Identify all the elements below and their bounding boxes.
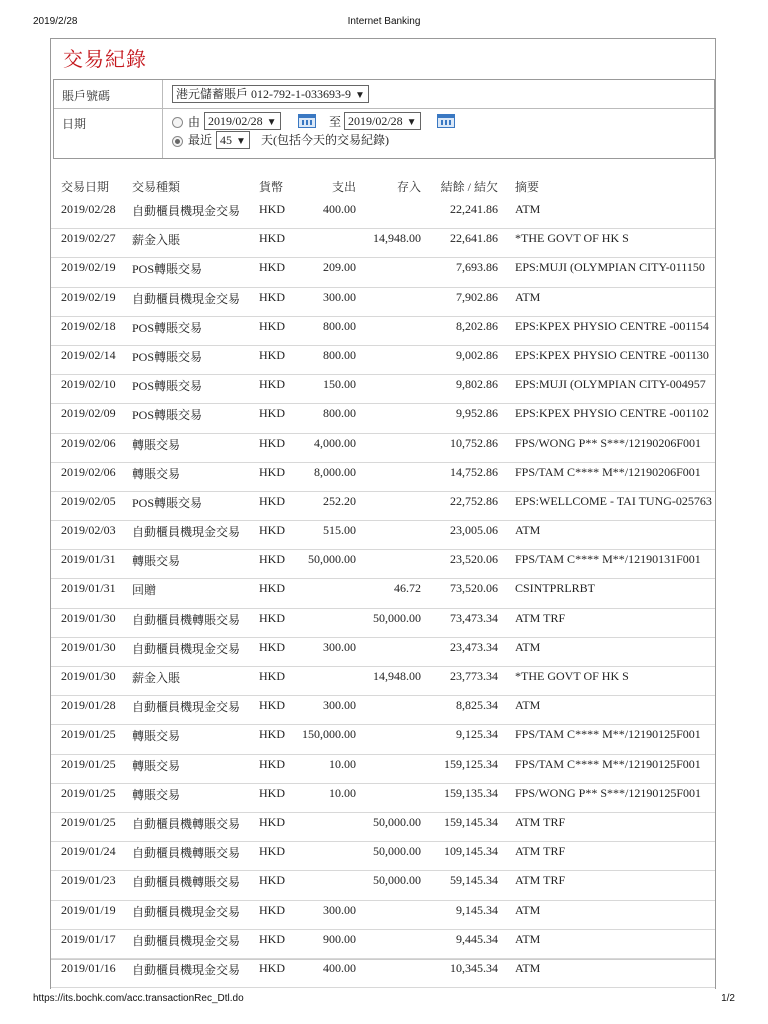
recent-label: 最近 bbox=[188, 133, 213, 147]
table-row bbox=[51, 871, 715, 900]
row-currency: HKD bbox=[259, 347, 285, 362]
row-date: 2019/02/28 bbox=[61, 202, 116, 216]
row-date: 2019/02/06 bbox=[61, 435, 116, 450]
row-out: 800.00 bbox=[323, 318, 356, 333]
table-row bbox=[51, 842, 715, 871]
row-out: 4,000.00 bbox=[314, 435, 356, 450]
row-out: 209.00 bbox=[323, 260, 356, 275]
account-select[interactable] bbox=[172, 85, 369, 103]
row-currency: HKD bbox=[259, 464, 285, 479]
print-header bbox=[0, 16, 768, 30]
date-label: 日期 bbox=[62, 117, 87, 131]
account-value: 港元儲蓄賬戶 012-792-1-033693-9 bbox=[176, 87, 351, 101]
row-date: 2019/01/25 bbox=[61, 756, 116, 771]
row-out: 800.00 bbox=[323, 406, 356, 421]
to-date-select[interactable] bbox=[344, 112, 421, 130]
row-currency: HKD bbox=[259, 610, 285, 625]
row-currency: HKD bbox=[259, 698, 285, 713]
table-row bbox=[51, 258, 715, 287]
row-currency: HKD bbox=[259, 435, 285, 450]
row-currency: HKD bbox=[259, 844, 285, 859]
row-description: FPS/TAM C**** M**/12190125F001 bbox=[515, 727, 701, 742]
row-balance: 9,952.86 bbox=[456, 406, 498, 421]
table-row bbox=[51, 959, 715, 988]
header-date: 交易日期 bbox=[61, 180, 110, 194]
row-date: 2019/01/17 bbox=[61, 931, 116, 946]
row-type: 轉賬交易 bbox=[132, 437, 181, 452]
row-out: 300.00 bbox=[323, 289, 356, 304]
row-date: 2019/02/03 bbox=[61, 523, 116, 538]
row-type: 薪金入賬 bbox=[132, 671, 181, 685]
table-row bbox=[51, 784, 715, 813]
row-type: 自動櫃員機現金交易 bbox=[132, 204, 241, 218]
row-currency: HKD bbox=[259, 260, 285, 275]
row-description: ATM TRF bbox=[515, 814, 566, 829]
row-balance: 10,752.86 bbox=[450, 435, 498, 450]
header-currency: 貨幣 bbox=[259, 180, 284, 194]
row-balance: 9,145.34 bbox=[456, 902, 498, 917]
row-date: 2019/02/19 bbox=[61, 289, 116, 304]
row-balance: 9,802.86 bbox=[456, 377, 498, 392]
row-balance: 9,125.34 bbox=[456, 727, 498, 742]
row-description: *THE GOVT OF HK S bbox=[515, 669, 629, 683]
row-currency: HKD bbox=[259, 785, 285, 800]
to-label: 至 bbox=[329, 115, 342, 129]
chevron-down-icon: ▼ bbox=[236, 136, 246, 147]
row-out: 400.00 bbox=[323, 960, 356, 975]
row-type: 轉賬交易 bbox=[132, 729, 181, 744]
row-description: FPS/TAM C**** M**/12190206F001 bbox=[515, 464, 701, 479]
row-description: ATM bbox=[515, 523, 541, 538]
table-row bbox=[51, 200, 715, 229]
row-date: 2019/01/25 bbox=[61, 727, 116, 742]
from-date-select[interactable] bbox=[204, 112, 281, 130]
row-currency: HKD bbox=[259, 493, 285, 508]
row-type: 自動櫃員機現金交易 bbox=[132, 641, 241, 656]
to-date-value: 2019/02/28 bbox=[348, 114, 403, 128]
row-currency: HKD bbox=[259, 873, 285, 888]
row-type: 自動櫃員機轉賬交易 bbox=[132, 612, 241, 627]
row-type: 轉賬交易 bbox=[132, 466, 181, 481]
row-type: 自動櫃員機轉賬交易 bbox=[132, 875, 241, 890]
table-row bbox=[51, 755, 715, 784]
row-date: 2019/02/05 bbox=[61, 493, 116, 508]
header-balance: 結餘 / 結欠 bbox=[440, 180, 498, 194]
row-date: 2019/01/28 bbox=[61, 698, 116, 713]
table-row bbox=[51, 638, 715, 667]
header-type: 交易種類 bbox=[132, 180, 181, 194]
row-out: 515.00 bbox=[323, 523, 356, 538]
row-currency: HKD bbox=[259, 902, 285, 917]
row-type: POS轉賬交易 bbox=[132, 349, 203, 364]
row-date: 2019/02/27 bbox=[61, 231, 116, 246]
calendar-icon[interactable] bbox=[298, 114, 316, 128]
row-out: 300.00 bbox=[323, 639, 356, 654]
row-date: 2019/01/25 bbox=[61, 814, 116, 829]
recent-days-value: 45 bbox=[220, 133, 232, 147]
row-out: 400.00 bbox=[323, 202, 356, 216]
table-row bbox=[51, 609, 715, 638]
row-out: 800.00 bbox=[323, 347, 356, 362]
row-description: ATM bbox=[515, 931, 541, 946]
row-description: ATM bbox=[515, 639, 541, 654]
row-out: 50,000.00 bbox=[308, 552, 356, 567]
row-description: FPS/TAM C**** M**/12190125F001 bbox=[515, 756, 701, 771]
row-type: 自動櫃員機現金交易 bbox=[132, 933, 241, 948]
row-date: 2019/02/10 bbox=[61, 377, 116, 392]
row-date: 2019/01/24 bbox=[61, 844, 116, 859]
row-description: EPS:KPEX PHYSIO CENTRE -001102 bbox=[515, 406, 709, 421]
row-in: 14,948.00 bbox=[373, 669, 421, 683]
row-description: *THE GOVT OF HK S bbox=[515, 231, 629, 246]
row-in: 14,948.00 bbox=[373, 231, 421, 246]
row-currency: HKD bbox=[259, 669, 285, 683]
row-balance: 73,473.34 bbox=[450, 610, 498, 625]
row-out: 300.00 bbox=[323, 698, 356, 713]
row-balance: 7,902.86 bbox=[456, 289, 498, 304]
table-row bbox=[51, 667, 715, 696]
table-row bbox=[51, 725, 715, 754]
row-date: 2019/01/31 bbox=[61, 581, 116, 596]
from-date-value: 2019/02/28 bbox=[208, 114, 263, 128]
print-title: Internet Banking bbox=[347, 16, 421, 27]
row-currency: HKD bbox=[259, 318, 285, 333]
row-type: 自動櫃員機現金交易 bbox=[132, 700, 241, 715]
row-balance: 9,002.86 bbox=[456, 347, 498, 362]
row-type: 自動櫃員機轉賬交易 bbox=[132, 846, 241, 861]
row-date: 2019/02/18 bbox=[61, 318, 116, 333]
table-row bbox=[51, 901, 715, 930]
transaction-table bbox=[51, 200, 715, 988]
row-description: FPS/WONG P** S***/12190206F001 bbox=[515, 435, 702, 450]
row-balance: 23,473.34 bbox=[450, 639, 498, 654]
row-type: 自動櫃員機現金交易 bbox=[132, 291, 241, 306]
print-date: 2019/2/28 bbox=[33, 16, 78, 27]
row-balance: 10,345.34 bbox=[450, 960, 498, 975]
row-currency: HKD bbox=[259, 552, 285, 567]
table-row bbox=[51, 434, 715, 463]
row-out: 900.00 bbox=[323, 931, 356, 946]
row-out: 10.00 bbox=[329, 756, 356, 771]
row-balance: 23,005.06 bbox=[450, 523, 498, 538]
row-currency: HKD bbox=[259, 931, 285, 946]
row-in: 50,000.00 bbox=[373, 844, 421, 859]
table-row bbox=[51, 492, 715, 521]
table-row bbox=[51, 404, 715, 433]
table-header bbox=[51, 178, 715, 196]
page-title: 交易紀錄 bbox=[63, 49, 147, 71]
row-out: 300.00 bbox=[323, 902, 356, 917]
row-balance: 9,445.34 bbox=[456, 931, 498, 946]
table-row bbox=[51, 521, 715, 550]
row-description: EPS:MUJI (OLYMPIAN CITY-004957 bbox=[515, 377, 706, 392]
row-balance: 59,145.34 bbox=[450, 873, 498, 888]
row-date: 2019/02/14 bbox=[61, 347, 116, 362]
table-row bbox=[51, 550, 715, 579]
row-description: ATM bbox=[515, 902, 541, 917]
table-row bbox=[51, 930, 715, 959]
row-balance: 73,520.06 bbox=[450, 581, 498, 596]
row-out: 8,000.00 bbox=[314, 464, 356, 479]
row-date: 2019/01/16 bbox=[61, 960, 116, 975]
table-row bbox=[51, 813, 715, 842]
row-date: 2019/01/31 bbox=[61, 552, 116, 567]
transaction-panel bbox=[50, 38, 716, 989]
row-balance: 8,202.86 bbox=[456, 318, 498, 333]
row-currency: HKD bbox=[259, 727, 285, 742]
header-description: 摘要 bbox=[515, 180, 540, 194]
row-currency: HKD bbox=[259, 289, 285, 304]
row-description: EPS:MUJI (OLYMPIAN CITY-011150 bbox=[515, 260, 705, 275]
row-type: 薪金入賬 bbox=[132, 233, 181, 248]
row-out: 150,000.00 bbox=[302, 727, 356, 742]
account-row bbox=[54, 80, 714, 108]
row-type: 回贈 bbox=[132, 583, 157, 598]
row-type: 轉賬交易 bbox=[132, 554, 181, 569]
row-type: POS轉賬交易 bbox=[132, 495, 203, 510]
row-type: POS轉賬交易 bbox=[132, 320, 203, 335]
print-page-number: 1/2 bbox=[721, 993, 735, 1004]
row-in: 46.72 bbox=[394, 581, 421, 596]
row-type: POS轉賬交易 bbox=[132, 262, 203, 277]
radio-date-range[interactable] bbox=[172, 117, 183, 128]
row-type: 轉賬交易 bbox=[132, 787, 181, 802]
recent-days-select[interactable] bbox=[216, 131, 250, 149]
header-out: 支出 bbox=[331, 180, 356, 194]
row-date: 2019/01/30 bbox=[61, 639, 116, 654]
row-description: EPS:KPEX PHYSIO CENTRE -001154 bbox=[515, 318, 709, 333]
row-date: 2019/02/06 bbox=[61, 464, 116, 479]
row-date: 2019/01/25 bbox=[61, 785, 116, 800]
chevron-down-icon: ▼ bbox=[266, 117, 277, 128]
account-label: 賬戶號碼 bbox=[62, 89, 111, 103]
row-description: EPS:KPEX PHYSIO CENTRE -001130 bbox=[515, 347, 709, 362]
row-currency: HKD bbox=[259, 377, 285, 392]
row-description: ATM TRF bbox=[515, 873, 566, 888]
row-date: 2019/02/09 bbox=[61, 406, 116, 421]
row-currency: HKD bbox=[259, 639, 285, 654]
row-type: 自動櫃員機現金交易 bbox=[132, 962, 241, 977]
row-in: 50,000.00 bbox=[373, 610, 421, 625]
row-balance: 159,135.34 bbox=[444, 785, 498, 800]
chevron-down-icon: ▼ bbox=[355, 90, 365, 101]
row-balance: 23,520.06 bbox=[450, 552, 498, 567]
row-description: ATM bbox=[515, 289, 541, 304]
row-balance: 22,641.86 bbox=[450, 231, 498, 246]
row-type: POS轉賬交易 bbox=[132, 408, 203, 423]
table-row bbox=[51, 288, 715, 317]
row-currency: HKD bbox=[259, 756, 285, 771]
row-balance: 159,145.34 bbox=[444, 814, 498, 829]
row-description: ATM TRF bbox=[515, 844, 566, 859]
row-description: FPS/WONG P** S***/12190125F001 bbox=[515, 785, 702, 800]
row-description: CSINTPRLRBT bbox=[515, 581, 596, 596]
from-label: 由 bbox=[188, 115, 201, 129]
table-row bbox=[51, 579, 715, 608]
row-out: 10.00 bbox=[329, 785, 356, 800]
row-description: FPS/TAM C**** M**/12190131F001 bbox=[515, 552, 701, 567]
row-description: ATM bbox=[515, 960, 541, 975]
row-currency: HKD bbox=[259, 581, 285, 596]
table-row bbox=[51, 375, 715, 404]
row-out: 252.20 bbox=[323, 493, 356, 508]
table-row bbox=[51, 346, 715, 375]
row-balance: 22,241.86 bbox=[450, 202, 498, 216]
row-type: 自動櫃員機現金交易 bbox=[132, 525, 241, 540]
row-date: 2019/02/19 bbox=[61, 260, 116, 275]
row-in: 50,000.00 bbox=[373, 814, 421, 829]
row-currency: HKD bbox=[259, 814, 285, 829]
radio-recent-days[interactable] bbox=[172, 136, 183, 147]
row-currency: HKD bbox=[259, 202, 285, 216]
calendar-icon[interactable] bbox=[437, 114, 455, 128]
table-row bbox=[51, 317, 715, 346]
row-balance: 159,125.34 bbox=[444, 756, 498, 771]
row-description: ATM bbox=[515, 202, 541, 216]
print-footer bbox=[0, 993, 768, 1007]
row-balance: 109,145.34 bbox=[444, 844, 498, 859]
row-description: ATM TRF bbox=[515, 610, 566, 625]
row-currency: HKD bbox=[259, 231, 285, 246]
print-url: https://its.bochk.com/acc.transactionRec_Dtl.do bbox=[33, 993, 244, 1004]
table-row bbox=[51, 463, 715, 492]
row-balance: 22,752.86 bbox=[450, 493, 498, 508]
chevron-down-icon: ▼ bbox=[406, 117, 417, 128]
row-date: 2019/01/19 bbox=[61, 902, 116, 917]
row-currency: HKD bbox=[259, 406, 285, 421]
row-balance: 23,773.34 bbox=[450, 669, 498, 683]
recent-suffix: 天(包括今天的交易紀錄) bbox=[261, 133, 389, 147]
header-in: 存入 bbox=[396, 180, 421, 194]
table-row bbox=[51, 696, 715, 725]
row-currency: HKD bbox=[259, 960, 285, 975]
table-row bbox=[51, 229, 715, 258]
row-balance: 7,693.86 bbox=[456, 260, 498, 275]
row-currency: HKD bbox=[259, 523, 285, 538]
row-type: 轉賬交易 bbox=[132, 758, 181, 773]
row-out: 150.00 bbox=[323, 377, 356, 392]
row-date: 2019/01/30 bbox=[61, 669, 116, 683]
row-type: POS轉賬交易 bbox=[132, 379, 203, 394]
date-row bbox=[54, 109, 714, 158]
row-description: EPS:WELLCOME - TAI TUNG-025763 bbox=[515, 493, 712, 508]
search-form bbox=[53, 79, 715, 159]
row-date: 2019/01/30 bbox=[61, 610, 116, 625]
row-type: 自動櫃員機轉賬交易 bbox=[132, 816, 241, 831]
row-balance: 14,752.86 bbox=[450, 464, 498, 479]
row-date: 2019/01/23 bbox=[61, 873, 116, 888]
row-in: 50,000.00 bbox=[373, 873, 421, 888]
table-end-divider bbox=[51, 959, 715, 960]
row-type: 自動櫃員機現金交易 bbox=[132, 904, 241, 919]
row-description: ATM bbox=[515, 698, 541, 713]
row-balance: 8,825.34 bbox=[456, 698, 498, 713]
